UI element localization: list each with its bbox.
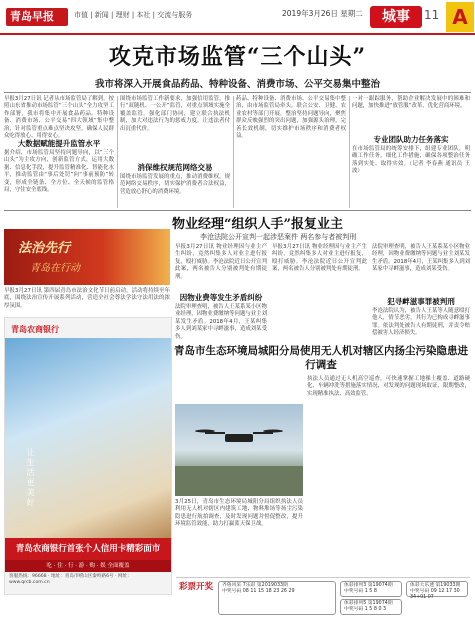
- column-rule: [349, 96, 350, 208]
- lottery-label: 体彩排列5 第19074期: [344, 601, 393, 606]
- col2-body1: 围绕市场监管工作新要求，加强信用监管，推行“双随机、一公开”监管，对重点领域实施全覆盖监管。强化部门协同，建立联合执法机制，加大对违法行为的惩戒力度，让违法者付出沉重代价。: [120, 96, 230, 132]
- column-rule: [233, 96, 234, 208]
- col1-body: 据介绍，市场监管局坚持问题导向，以“三个山头”为主攻方向，创新监管方式，运用大数据、信息化手段，提升监管精准化、智能化水平，推动监管由“事后处罚”向“事前预防”转变，形成全链条、全方位、全天候的监管格局，守住安全底线。: [4, 150, 114, 194]
- article2-body2b: 早报3月27日讯 物业经理因与业主产生纠纷，竟然纠集多人对业主进行报复，殴打威胁。李沧法院近日公开宣判此案，两名被告人分别被判处有期徒刑。: [272, 244, 367, 273]
- col2-body2: 围绕市场监管发展的重点，推动消费维权，规范网络交易秩序，切实保护消费者合法权益，营造放心舒心的消费环境。: [120, 174, 230, 195]
- left-story-body: 早报3月27日讯 第四届青岛市法治文化节日前启动。活动将持续至年底，围绕法治宣传开展系列活动，营造全社会尊法学法守法用法的浓厚氛围。: [4, 288, 170, 309]
- law-promo-banner: [4, 229, 170, 285]
- lottery-item: [340, 581, 402, 597]
- col2-subheading: 消保维权规范网络交易: [137, 163, 213, 172]
- section-name: 城事: [370, 6, 422, 28]
- ad-tagline: 吃 · 住 · 行 · 游 · 购 · 娱 全面覆盖: [5, 560, 171, 572]
- col4-subheading: 专业团队助力任务落实: [373, 135, 449, 144]
- col4-body1: 一对一跟踪服务，帮助企业解决发展中的困难和问题，加快推进“放管服”改革，优化营商环境。: [352, 96, 470, 110]
- lottery-numbers: 中奖号码 1 5 8 0 3: [344, 607, 387, 613]
- drone-photo: [175, 404, 303, 496]
- page-header: [0, 0, 475, 36]
- article2-subheading1: 因物业费等发生矛盾纠纷: [179, 293, 263, 302]
- article2-subtitle: 李沧法院公开宣判一起涉恶案件 两名参与者被判刑: [200, 233, 357, 241]
- lottery-label: 齐鲁风采 7乐彩 第2019033期: [222, 583, 288, 588]
- ad-slogan: 让生活更美好: [26, 448, 35, 508]
- section-letter: A: [446, 2, 474, 32]
- bank-advertisement: [4, 317, 172, 595]
- lottery-logo: 彩票开奖: [178, 582, 213, 592]
- lottery-numbers: 中奖号码 1 5 8: [344, 589, 377, 595]
- lottery-label: 体彩排列3 第19074期: [344, 583, 393, 588]
- page-number: 11: [424, 8, 440, 22]
- lottery-item: [218, 581, 336, 615]
- col3-body: 药品、特种设备、消费市场、公平交易集中整治，由市场监管局牵头，联合公安、卫健、农业农村等部门开展。整治坚持问题导向，聚焦群众反映强烈的突出问题，加强源头治理，完善长效机制，切实维护市场秩序和消费者权益。: [236, 96, 346, 140]
- article3-title: 青岛市生态环境局城阳分局使用无人机对辖区内扬尘污染隐患进行调查: [174, 345, 468, 371]
- ad-footer: 客服热线：96668 · 地址：青岛市崂山区秦岭路6号 · 网址：www.qrcb.com.cn: [9, 574, 132, 585]
- lottery-item: [340, 599, 402, 615]
- newspaper-logo: 青岛早报: [6, 8, 68, 26]
- ad-photo: [5, 338, 171, 538]
- issue-date: 2019年3月26日 星期二: [282, 9, 363, 18]
- ad-headline: 青岛农商银行首张个人信用卡精彩面市: [5, 538, 171, 560]
- promo-line1: 法治先行: [18, 241, 71, 256]
- article2-body3: 李沧法院认为，被告人王某等人随意殴打他人，情节恶劣，其行为已构成寻衅滋事罪。依法判处被告人有期徒刑，并责令赔偿被害人经济损失。: [372, 308, 470, 337]
- article3-body: 3月25日，青岛市生态环境局城阳分局组织执法人员利用无人机对辖区内建筑工地、物料堆场等扬尘污染隐患进行航拍调查，及时发现问题并督促整改，提升环境监管效能，助力打赢蓝天保卫战。: [175, 499, 303, 528]
- article2-body1: 早报3月27日讯 物业经理因与业主产生纠纷，竟然纠集多人对业主进行报复，殴打威胁。李沧法院近日公开宣判此案，两名被告人分别被判处有期徒刑。: [175, 244, 267, 280]
- bank-logo: 青岛农商银行: [11, 325, 59, 334]
- col4-body2: 在市场监管局的统筹安排下，组建专业团队，明确工作任务，细化工作措施，确保各项整治任务落到实处、取得实效。（记者 李春燕 通讯员 王波）: [352, 146, 470, 175]
- drone-icon: [175, 404, 303, 496]
- lottery-numbers: 中奖号码 08 11 15 18 23 26 29: [222, 589, 295, 595]
- col1-subheading: 大数据赋能提升监管水平: [17, 139, 101, 148]
- divider: [4, 92, 471, 93]
- header-nav: 市值 | 新闻 | 理财 | 本社 | 交流与服务: [74, 11, 193, 19]
- promo-line2: 青岛在行动: [30, 263, 80, 274]
- lottery-label: 体彩大乐透 第19033期: [410, 583, 461, 588]
- article2-subheading2: 犯寻衅滋事罪被判刑: [387, 297, 455, 306]
- main-subheadline: 我市将深入开展食品药品、特种设备、消费市场、公平交易集中整治: [94, 79, 380, 90]
- header-rule: [0, 33, 475, 35]
- column-rule: [117, 96, 118, 208]
- divider: [4, 210, 471, 211]
- lottery-results: [176, 577, 470, 617]
- article2-title: 物业经理“组织人手”报复业主: [172, 217, 343, 232]
- lottery-numbers: 中奖号码 09 12 17 30 34+01 07: [410, 589, 460, 601]
- article2-body3a: 法院审理查明，被告人王某系某小区物业经理，因物业费缴纳等问题与业主刘某发生矛盾。2018年4月，王某纠集多人到刘某家中寻衅滋事，造成刘某受伤。: [372, 244, 471, 273]
- article2-body2: 法院审理查明，被告人王某系某小区物业经理，因物业费缴纳等问题与业主刘某发生矛盾。2018年4月，王某纠集多人到刘某家中寻衅滋事，造成刘某受伤。: [175, 304, 267, 340]
- article3-right-body: 执法人员通过无人机高空巡查，可快速掌握工地裸土覆盖、道路硬化、车辆冲洗等措施落实情况，对发现的问题现场取证、限期整改，实现精准执法、高效监管。: [307, 376, 470, 397]
- main-headline: 攻克市场监管“三个山头”: [108, 44, 367, 70]
- lottery-item: [406, 581, 468, 601]
- col1-lead: 早报3月27日讯 记者从市场监管局了解到，按照山东省推动市场监管“三个山头”全力攻坚工作部署，我市将集中开展食品药品、特种设备、消费市场、公平交易“四大领域”集中整治，针对监管重点难点坚决攻坚，确保人民群众吃得放心、用得安心。: [4, 96, 114, 140]
